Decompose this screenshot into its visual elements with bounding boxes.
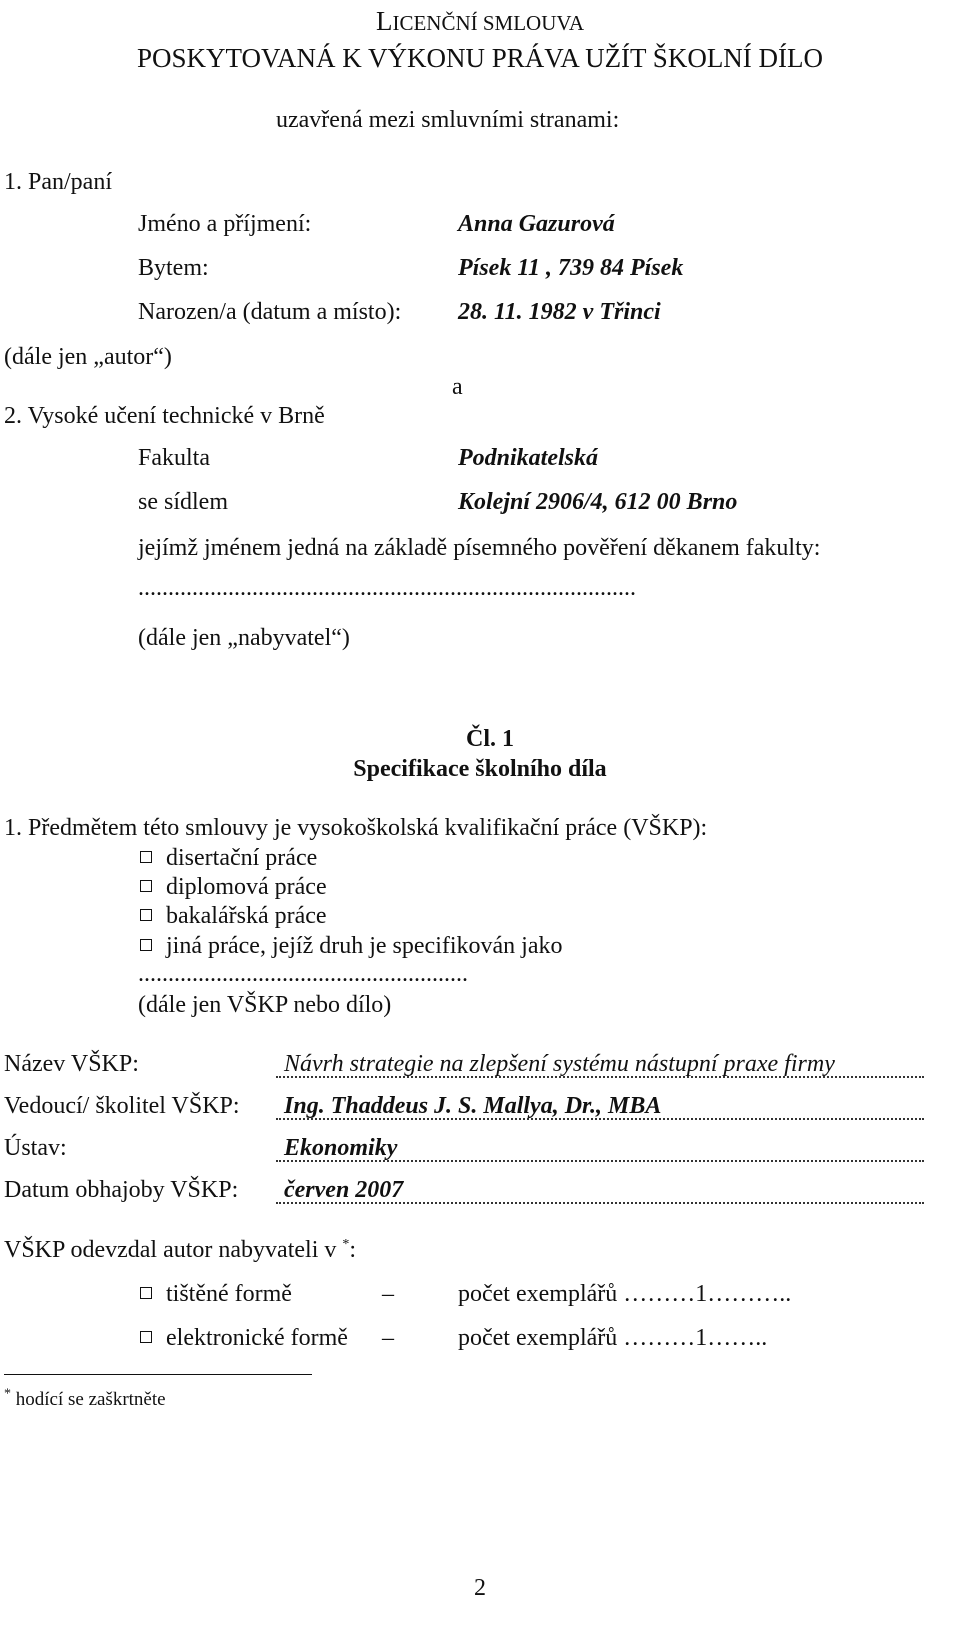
- defense-date-line: [276, 1202, 924, 1204]
- party1-heading: 1. Pan/paní: [4, 169, 112, 195]
- faculty-label: Fakulta: [138, 445, 210, 471]
- option-label: disertační práce: [166, 845, 318, 871]
- article-name: Specifikace školního díla: [353, 756, 607, 782]
- defense-date-label: Datum obhajoby VŠKP:: [4, 1177, 239, 1203]
- contract-title: [0, 8, 960, 35]
- author-birth-value: 28. 11. 1982 v Třinci: [458, 299, 661, 325]
- acquirer-alias: (dále jen „nabyvatel“): [138, 625, 350, 651]
- subject-dots: .......................................................: [138, 961, 468, 987]
- article-number: Čl. 1: [466, 726, 514, 752]
- contract-subtitle: POSKYTOVANÁ K VÝKONU PRÁVA UŽÍT ŠKOLNÍ DÍLO: [136, 43, 824, 73]
- option-label: jiná práce, jejíž druh je specifikován jako: [166, 933, 563, 959]
- authority-dots: ...................................................................................: [138, 575, 636, 601]
- author-alias: (dále jen „autor“): [4, 344, 172, 370]
- form-electronic-count: počet exemplářů ………1……..: [458, 1325, 768, 1351]
- conjunction: a: [452, 374, 463, 400]
- title-initial: L: [375, 6, 393, 36]
- checkbox-icon: [140, 880, 152, 892]
- handover-label: VŠKP odevzdal autor nabyvateli v: [4, 1237, 337, 1263]
- handover-colon: :: [349, 1237, 357, 1263]
- checkbox-icon: [140, 851, 152, 863]
- footnote-rule: [4, 1374, 312, 1375]
- supervisor-line: [276, 1118, 924, 1120]
- footnote-mark: *: [4, 1386, 11, 1402]
- form-electronic-label: elektronické formě: [166, 1325, 348, 1351]
- footnote: [4, 1386, 166, 1410]
- supervisor-label: Vedoucí/ školitel VŠKP:: [4, 1093, 240, 1119]
- party2-heading: 2. Vysoké učení technické v Brně: [4, 403, 325, 429]
- option-bachelor: [140, 904, 327, 928]
- defense-date-value: červen 2007: [284, 1177, 404, 1203]
- thesis-title-label: Název VŠKP:: [4, 1051, 139, 1077]
- authority-text: jejímž jménem jedná na základě písemného pověření děkanem fakulty:: [138, 535, 821, 561]
- form-printed-label: tištěné formě: [166, 1281, 292, 1307]
- author-name-value: Anna Gazurová: [458, 211, 615, 237]
- footnote-mark: *: [342, 1237, 350, 1252]
- faculty-value: Podnikatelská: [458, 445, 599, 471]
- author-address-label: Bytem:: [138, 255, 209, 281]
- form-printed: [140, 1282, 292, 1306]
- supervisor-value: Ing. Thaddeus J. S. Mallya, Dr., MBA: [284, 1093, 662, 1119]
- form-printed-count: počet exemplářů ………1………..: [458, 1281, 792, 1307]
- option-other: [140, 934, 563, 958]
- form-electronic-dash: –: [382, 1325, 394, 1351]
- intro-text: uzavřená mezi smluvními stranami:: [276, 107, 620, 133]
- seat-value: Kolejní 2906/4, 612 00 Brno: [458, 489, 738, 515]
- checkbox-icon: [140, 1287, 152, 1299]
- option-label: bakalářská práce: [166, 903, 327, 929]
- institute-label: Ústav:: [4, 1135, 67, 1161]
- checkbox-icon: [140, 909, 152, 921]
- checkbox-icon: [140, 1331, 152, 1343]
- institute-line: [276, 1160, 924, 1162]
- form-printed-dash: –: [382, 1281, 394, 1307]
- thesis-title-value: Návrh strategie na zlepšení systému nástupní praxe firmy: [284, 1051, 835, 1077]
- option-dissertation: [140, 846, 317, 870]
- handover-text: [4, 1238, 356, 1262]
- option-label: diplomová práce: [166, 874, 327, 900]
- checkbox-icon: [140, 939, 152, 951]
- page-number: 2: [474, 1575, 486, 1601]
- author-name-label: Jméno a příjmení:: [138, 211, 312, 237]
- option-diploma: [140, 875, 327, 899]
- form-electronic: [140, 1326, 348, 1350]
- footnote-text: hodící se zaškrtněte: [15, 1389, 166, 1410]
- institute-value: Ekonomiky: [284, 1135, 398, 1161]
- work-alias: (dále jen VŠKP nebo dílo): [138, 992, 392, 1018]
- title-rest: ICENČNÍ SMLOUVA: [392, 11, 585, 35]
- author-birth-label: Narozen/a (datum a místo):: [138, 299, 402, 325]
- author-address-value: Písek 11 , 739 84 Písek: [458, 255, 684, 281]
- thesis-title-line: [276, 1076, 924, 1078]
- seat-label: se sídlem: [138, 489, 228, 515]
- subject-text: 1. Předmětem této smlouvy je vysokoškolská kvalifikační práce (VŠKP):: [4, 815, 708, 841]
